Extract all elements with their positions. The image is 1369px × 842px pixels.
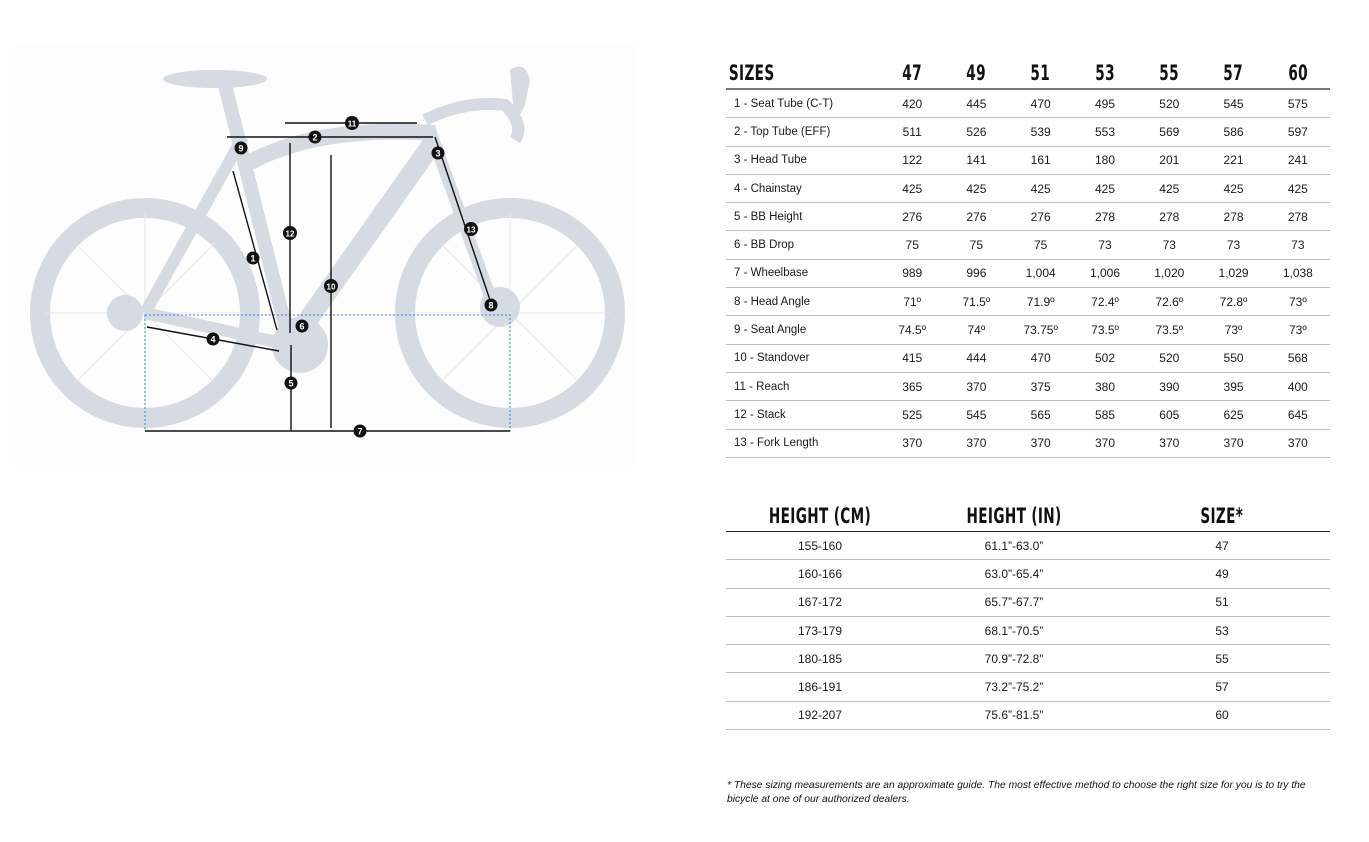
height-cm-cell: 155-160: [726, 532, 914, 560]
height-in-cell: 75.6”-81.5”: [914, 701, 1114, 729]
marker-2: [309, 131, 322, 144]
measurement-value: 221: [1201, 146, 1265, 174]
geometry-header-row: [726, 58, 1330, 89]
fit-row: [726, 560, 1330, 588]
size-header: 47: [902, 61, 923, 85]
size-cell: 47: [1114, 532, 1330, 560]
measurement-value: 180: [1073, 146, 1137, 174]
measurement-label: 7 - Wheelbase: [726, 259, 880, 287]
height-cm-header-label: HEIGHT (CM): [768, 504, 872, 528]
measurement-value: 74º: [944, 316, 1008, 344]
measurement-label: 10 - Standover: [726, 344, 880, 372]
measurement-value: 1,038: [1266, 259, 1330, 287]
marker-1: [247, 252, 260, 265]
measurement-value: 73: [1201, 231, 1265, 259]
height-cm-header: [726, 501, 914, 532]
measurement-value: 586: [1201, 118, 1265, 146]
measurement-value: 73º: [1266, 288, 1330, 316]
measurement-value: 415: [880, 344, 944, 372]
measurement-label: 12 - Stack: [726, 401, 880, 429]
measurement-value: 370: [1266, 429, 1330, 457]
height-in-cell: 70.9”-72.8”: [914, 645, 1114, 673]
measurement-value: 625: [1201, 401, 1265, 429]
marker-11: [345, 116, 359, 130]
marker-8: [485, 299, 498, 312]
measurement-value: 278: [1137, 203, 1201, 231]
measurement-value: 445: [944, 89, 1008, 118]
measurement-value: 420: [880, 89, 944, 118]
measurement-value: 370: [1137, 429, 1201, 457]
measurement-value: 553: [1073, 118, 1137, 146]
fit-header-row: [726, 501, 1330, 532]
height-cm-cell: 173-179: [726, 616, 914, 644]
svg-text:8: 8: [488, 300, 494, 311]
measurement-value: 511: [880, 118, 944, 146]
geometry-row: [726, 401, 1330, 429]
measurement-value: 276: [880, 203, 944, 231]
measurement-value: 520: [1137, 89, 1201, 118]
svg-text:9: 9: [238, 143, 244, 154]
measurement-value: 370: [880, 429, 944, 457]
marker-3: [432, 147, 445, 160]
measurement-value: 425: [1073, 174, 1137, 202]
svg-text:13: 13: [466, 225, 476, 235]
svg-text:7: 7: [357, 426, 363, 437]
size-cell: 53: [1114, 616, 1330, 644]
measurement-value: 525: [880, 401, 944, 429]
fit-row: [726, 616, 1330, 644]
measurement-value: 550: [1201, 344, 1265, 372]
measurement-value: 569: [1137, 118, 1201, 146]
measurement-value: 276: [944, 203, 1008, 231]
measurement-value: 370: [1008, 429, 1072, 457]
measurement-value: 585: [1073, 401, 1137, 429]
height-in-header: [914, 501, 1114, 532]
size-header: 53: [1095, 61, 1115, 85]
geometry-row: [726, 89, 1330, 118]
measurement-value: 75: [880, 231, 944, 259]
sizes-header: SIZES: [728, 61, 775, 85]
geometry-row: [726, 203, 1330, 231]
measurement-label: 13 - Fork Length: [726, 429, 880, 457]
geometry-table: [726, 58, 1330, 458]
measurement-value: 73.5º: [1073, 316, 1137, 344]
measurement-label: 8 - Head Angle: [726, 288, 880, 316]
measurement-value: 73.5º: [1137, 316, 1201, 344]
measurement-value: 545: [944, 401, 1008, 429]
svg-text:11: 11: [347, 119, 357, 129]
size-header: 55: [1159, 61, 1180, 85]
measurement-value: 470: [1008, 344, 1072, 372]
size-header: [1114, 501, 1330, 532]
geometry-row: [726, 259, 1330, 287]
measurement-value: 425: [944, 174, 1008, 202]
measurement-value: 370: [1201, 429, 1265, 457]
geometry-row: [726, 174, 1330, 202]
bike-geometry-diagram: [15, 45, 635, 465]
geometry-row: [726, 231, 1330, 259]
measurement-value: 370: [1073, 429, 1137, 457]
measurement-value: 470: [1008, 89, 1072, 118]
svg-text:3: 3: [435, 148, 441, 159]
size-header: 51: [1030, 61, 1051, 85]
svg-text:10: 10: [326, 282, 336, 292]
geometry-row: [726, 316, 1330, 344]
fit-row: [726, 532, 1330, 560]
measurement-value: 73: [1137, 231, 1201, 259]
size-cell: 49: [1114, 560, 1330, 588]
measurement-value: 72.6º: [1137, 288, 1201, 316]
marker-9: [235, 142, 248, 155]
measurement-value: 73º: [1201, 316, 1265, 344]
measurement-value: 395: [1201, 372, 1265, 400]
svg-text:5: 5: [288, 378, 294, 389]
height-in-cell: 63.0”-65.4”: [914, 560, 1114, 588]
measurement-value: 74.5º: [880, 316, 944, 344]
marker-5: [285, 377, 298, 390]
measurement-value: 278: [1201, 203, 1265, 231]
size-header: 57: [1223, 61, 1244, 85]
measurement-value: 122: [880, 146, 944, 174]
measurement-value: 71.5º: [944, 288, 1008, 316]
fit-row: [726, 645, 1330, 673]
measurement-value: 71º: [880, 288, 944, 316]
geometry-row: [726, 429, 1330, 457]
size-cell: 55: [1114, 645, 1330, 673]
measurement-value: 539: [1008, 118, 1072, 146]
height-cm-cell: 180-185: [726, 645, 914, 673]
measurement-value: 72.8º: [1201, 288, 1265, 316]
fit-table-body: [726, 532, 1330, 730]
measurement-value: 575: [1266, 89, 1330, 118]
measurement-value: 1,029: [1201, 259, 1265, 287]
size-header: 49: [966, 61, 987, 85]
measurement-value: 201: [1137, 146, 1201, 174]
measurement-value: 425: [1266, 174, 1330, 202]
measurement-label: 3 - Head Tube: [726, 146, 880, 174]
height-cm-cell: 192-207: [726, 701, 914, 729]
marker-4: [207, 333, 220, 346]
height-cm-cell: 160-166: [726, 560, 914, 588]
measurement-label: 9 - Seat Angle: [726, 316, 880, 344]
marker-13: [464, 222, 478, 236]
geometry-row: [726, 288, 1330, 316]
size-header-label: SIZE*: [1200, 504, 1244, 528]
measurement-label: 4 - Chainstay: [726, 174, 880, 202]
fit-row: [726, 673, 1330, 701]
measurement-value: 1,006: [1073, 259, 1137, 287]
measurement-value: 425: [1008, 174, 1072, 202]
measurement-value: 370: [944, 372, 1008, 400]
measurement-value: 365: [880, 372, 944, 400]
fit-row: [726, 588, 1330, 616]
marker-10: [324, 279, 338, 293]
measurement-value: 390: [1137, 372, 1201, 400]
measurement-label: 2 - Top Tube (EFF): [726, 118, 880, 146]
measurement-value: 605: [1137, 401, 1201, 429]
svg-text:2: 2: [312, 132, 318, 143]
fit-row: [726, 701, 1330, 729]
measurement-value: 73: [1073, 231, 1137, 259]
measurement-label: 1 - Seat Tube (C-T): [726, 89, 880, 118]
measurement-value: 278: [1266, 203, 1330, 231]
bike-silhouette-icon: [15, 45, 635, 465]
size-cell: 60: [1114, 701, 1330, 729]
measurement-value: 370: [944, 429, 1008, 457]
measurement-value: 502: [1073, 344, 1137, 372]
measurement-value: 241: [1266, 146, 1330, 174]
marker-7: [354, 425, 367, 438]
size-header: 60: [1288, 61, 1308, 85]
measurement-value: 276: [1008, 203, 1072, 231]
measurement-value: 75: [944, 231, 1008, 259]
size-fit-table: [726, 501, 1330, 730]
svg-text:4: 4: [210, 334, 216, 345]
measurement-value: 161: [1008, 146, 1072, 174]
height-in-header-label: HEIGHT (IN): [966, 504, 1062, 528]
geometry-row: [726, 118, 1330, 146]
measurement-value: 520: [1137, 344, 1201, 372]
measurement-value: 444: [944, 344, 1008, 372]
measurement-value: 1,020: [1137, 259, 1201, 287]
size-cell: 57: [1114, 673, 1330, 701]
geometry-row: [726, 372, 1330, 400]
size-cell: 51: [1114, 588, 1330, 616]
measurement-value: 141: [944, 146, 1008, 174]
measurement-value: 380: [1073, 372, 1137, 400]
geometry-row: [726, 146, 1330, 174]
measurement-value: 73.75º: [1008, 316, 1072, 344]
measurement-value: 278: [1073, 203, 1137, 231]
measurement-value: 400: [1266, 372, 1330, 400]
measurement-value: 597: [1266, 118, 1330, 146]
measurement-value: 1,004: [1008, 259, 1072, 287]
measurement-value: 645: [1266, 401, 1330, 429]
geometry-row: [726, 344, 1330, 372]
marker-6: [296, 320, 309, 333]
measurement-value: 73º: [1266, 316, 1330, 344]
height-in-cell: 61.1”-63.0”: [914, 532, 1114, 560]
measurement-value: 996: [944, 259, 1008, 287]
measurement-value: 375: [1008, 372, 1072, 400]
svg-text:6: 6: [299, 321, 305, 332]
measurement-value: 425: [1201, 174, 1265, 202]
height-in-cell: 73.2”-75.2”: [914, 673, 1114, 701]
measurement-value: 73: [1266, 231, 1330, 259]
height-in-cell: 68.1”-70.5”: [914, 616, 1114, 644]
height-cm-cell: 167-172: [726, 588, 914, 616]
measurement-value: 565: [1008, 401, 1072, 429]
height-cm-cell: 186-191: [726, 673, 914, 701]
sizing-footnote: * These sizing measurements are an approximate guide. The most effective method to choose the right size for you is to try the bicycle at one of our authorized dealers.: [727, 780, 1306, 806]
geometry-table-body: [726, 89, 1330, 457]
svg-text:12: 12: [285, 229, 295, 239]
measurement-value: 545: [1201, 89, 1265, 118]
measurement-value: 495: [1073, 89, 1137, 118]
marker-12: [283, 226, 297, 240]
measurement-label: 5 - BB Height: [726, 203, 880, 231]
svg-text:1: 1: [250, 253, 256, 264]
measurement-value: 526: [944, 118, 1008, 146]
measurement-value: 75: [1008, 231, 1072, 259]
measurement-value: 989: [880, 259, 944, 287]
height-in-cell: 65.7”-67.7”: [914, 588, 1114, 616]
measurement-value: 72.4º: [1073, 288, 1137, 316]
measurement-value: 71.9º: [1008, 288, 1072, 316]
measurement-value: 568: [1266, 344, 1330, 372]
measurement-label: 11 - Reach: [726, 372, 880, 400]
measurement-label: 6 - BB Drop: [726, 231, 880, 259]
measurement-value: 425: [1137, 174, 1201, 202]
measurement-value: 425: [880, 174, 944, 202]
